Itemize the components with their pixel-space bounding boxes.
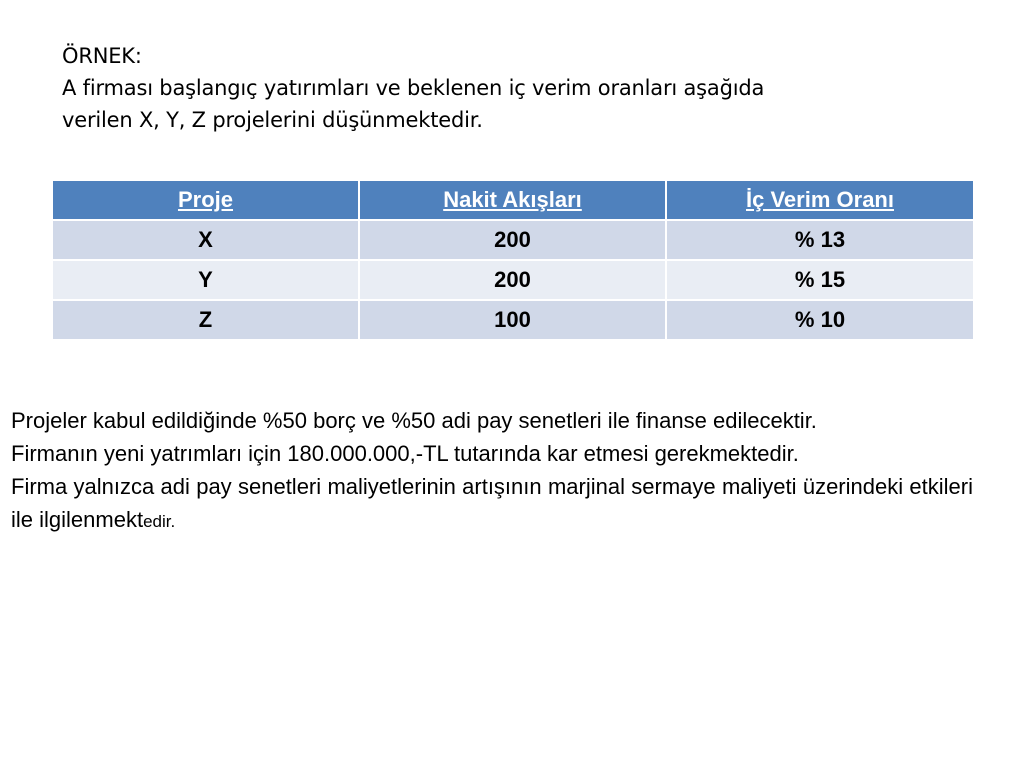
paragraph-marginal-cost-tail: edir. — [143, 512, 176, 531]
header-cash-flows — [359, 180, 666, 220]
cell-irr: % 10 — [666, 300, 974, 340]
intro-line-1: A firması başlangıç yatırımları ve beklenen iç verim oranları aşağıda — [62, 76, 765, 100]
cell-cash-flow: 200 — [359, 220, 666, 260]
cell-irr: % 13 — [666, 220, 974, 260]
paragraph-financing: Projeler kabul edildiğinde %50 borç ve %50 adi pay senetleri ile finanse edilecektir. — [11, 408, 817, 433]
cell-cash-flow: 200 — [359, 260, 666, 300]
table-row — [52, 300, 974, 340]
header-project-label: Proje — [177, 187, 234, 212]
cell-cash-flow: 100 — [359, 300, 666, 340]
projects-table — [51, 179, 975, 341]
cell-irr: % 15 — [666, 260, 974, 300]
table-row — [52, 260, 974, 300]
header-irr — [666, 180, 974, 220]
header-irr-label: İç Verim Oranı — [746, 187, 894, 212]
intro-line-2: verilen X, Y, Z projelerini düşünmektedir. — [62, 108, 483, 132]
example-heading: ÖRNEK: — [62, 44, 142, 68]
header-cash-flows-label: Nakit Akışları — [443, 187, 582, 212]
paragraph-marginal-cost — [11, 470, 973, 538]
paragraph-profit: Firmanın yeni yatrımları için 180.000.000,-TL tutarında kar etmesi gerekmektedir. — [11, 441, 799, 466]
paragraph-marginal-cost-main: Firma yalnızca adi pay senetleri maliyetlerinin artışının marjinal sermaye maliyeti üzerindeki etkileri ile ilgilenmekt — [11, 474, 973, 532]
cell-project: Y — [52, 260, 359, 300]
body-text — [11, 404, 973, 538]
cell-project: X — [52, 220, 359, 260]
header-project — [52, 180, 359, 220]
table-row — [52, 220, 974, 260]
intro-text — [62, 40, 962, 136]
cell-project: Z — [52, 300, 359, 340]
table-header-row — [52, 180, 974, 220]
